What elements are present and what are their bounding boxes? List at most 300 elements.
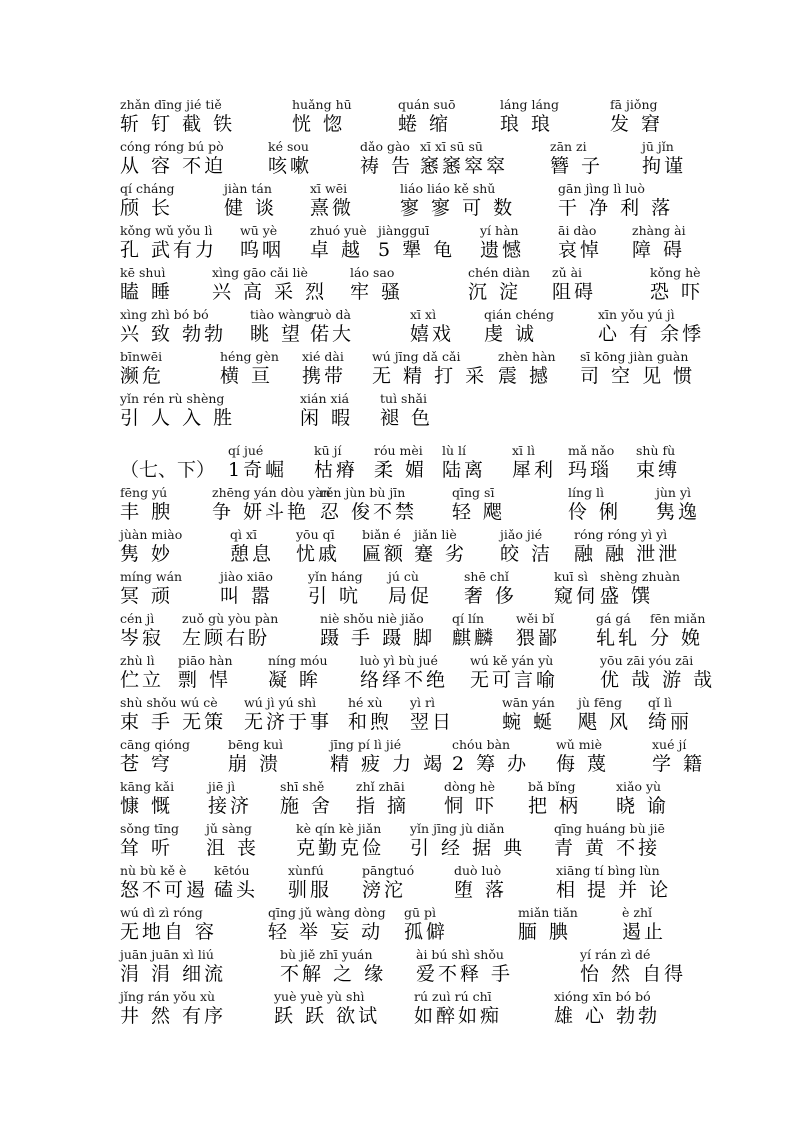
hanzi: 丰 腴 <box>120 501 174 523</box>
vocab-row <box>120 307 705 350</box>
vocab-row <box>120 737 706 780</box>
pinyin: xián xiá <box>300 391 350 406</box>
vocab-entry <box>420 140 508 178</box>
hanzi: 颀 长 <box>120 197 174 219</box>
vocab-entry <box>120 654 164 692</box>
hanzi: 遏止 <box>622 921 667 943</box>
pinyin: rú zuì rú chī <box>414 989 492 1004</box>
vocab-entry <box>622 906 666 944</box>
hanzi: 瞌 睡 <box>120 281 174 303</box>
vocab-row <box>120 864 680 906</box>
vocab-row <box>120 695 693 738</box>
vocab-entry <box>224 182 277 220</box>
vocab-entry <box>568 486 621 524</box>
pinyin: bīnwēi <box>120 349 163 364</box>
pinyin: róu mèi <box>374 443 423 458</box>
vocab-entry <box>452 612 496 650</box>
hanzi: 发 窘 <box>610 113 664 135</box>
pinyin: dǎo gào <box>360 139 410 154</box>
pinyin: níng móu <box>268 653 328 668</box>
vocab-entry <box>244 696 332 734</box>
hanzi: 涓 涓 细流 <box>120 963 227 985</box>
pinyin: wú dì zì róng <box>120 905 203 920</box>
vocab-entry <box>120 612 164 650</box>
pinyin: zuǒ gù yòu pàn <box>182 611 279 626</box>
pinyin: shù shǒu wú cè <box>120 695 218 710</box>
pinyin: qián chéng <box>484 307 554 322</box>
hanzi: 怡 然 自得 <box>580 963 687 985</box>
pinyin: è zhǐ <box>622 905 653 920</box>
pinyin: zǔ ài <box>552 265 583 280</box>
pinyin: jiàn tán <box>224 181 272 196</box>
pinyin: bēng kuì <box>228 737 284 752</box>
hanzi: 精 疲 力 竭 <box>330 753 446 775</box>
vocab-entry <box>120 570 182 608</box>
vocab-entry <box>120 140 226 178</box>
vocab-entry <box>360 654 448 692</box>
hanzi: 哀悼 <box>558 239 603 261</box>
hanzi: 蜿 蜒 <box>502 711 556 733</box>
hanzi: 接济 <box>208 795 253 817</box>
vocabulary-page <box>120 97 716 1032</box>
pinyin: chóu bàn <box>452 737 511 752</box>
vocab-entry <box>596 612 640 650</box>
vocab-entry <box>648 696 692 734</box>
hanzi: 施 舍 <box>280 795 334 817</box>
pinyin: láng láng <box>500 97 559 112</box>
vocab-row <box>120 485 701 528</box>
vocab-entry <box>568 444 614 482</box>
hanzi: 恐 吓 <box>650 281 704 303</box>
hanzi: 玛瑙 <box>568 459 613 481</box>
vocab-entry <box>288 864 332 902</box>
pinyin: jǔ sàng <box>206 821 252 836</box>
vocab-entry <box>220 570 273 608</box>
pinyin: jīng pí lì jié <box>330 737 402 752</box>
pinyin: xī wēi <box>310 181 348 196</box>
vocab-entry <box>598 308 704 346</box>
pinyin: kētóu <box>214 863 250 878</box>
vocab-entry <box>500 528 553 566</box>
vocab-entry <box>452 486 505 524</box>
pinyin: kǒng hè <box>650 265 701 280</box>
vocab-entry <box>580 948 686 986</box>
pinyin: wū yè <box>240 223 278 238</box>
pinyin: xùnfú <box>288 863 324 878</box>
vocab-entry <box>296 528 340 566</box>
hanzi: 翌日 <box>410 711 455 733</box>
pinyin: zhuó yuè <box>310 223 367 238</box>
pinyin: fēng yú <box>120 485 168 500</box>
hanzi: 卓 越 <box>310 239 364 261</box>
pinyin: jù fēng <box>578 695 622 710</box>
vocab-entry <box>600 570 680 608</box>
pinyin: niè shǒu niè jiǎo <box>320 611 424 626</box>
vocab-row <box>120 611 706 654</box>
vocab-entry <box>468 266 530 304</box>
vocab-entry <box>550 140 603 178</box>
hanzi: 伫立 <box>120 669 165 691</box>
pinyin: tuì shǎi <box>380 391 427 406</box>
pinyin: juān juān xì liú <box>120 947 214 962</box>
pinyin: qīng jǔ wàng dòng <box>268 905 386 920</box>
hanzi: 恍 惚 <box>292 113 346 135</box>
hanzi: 崩 溃 <box>228 753 282 775</box>
vocab-entry <box>616 780 669 818</box>
pinyin: bù jiě zhī yuán <box>280 947 373 962</box>
hanzi: 侮 蔑 <box>556 753 610 775</box>
pinyin: láo sao <box>350 265 395 280</box>
pinyin: qì xī <box>230 527 258 542</box>
pinyin: wú kě yán yù <box>470 653 554 668</box>
hanzi: 蹇 劣 <box>414 543 468 565</box>
pinyin: xīn yǒu yú jì <box>598 307 675 322</box>
hanzi: 伶 俐 <box>568 501 622 523</box>
pinyin: jùàn miào <box>120 527 183 542</box>
vocab-entry <box>206 822 259 860</box>
hanzi: 窸窸窣窣 <box>420 155 509 177</box>
vocab-row <box>120 98 680 140</box>
vocabulary-list <box>120 97 716 1032</box>
vocab-entry <box>554 990 660 1028</box>
vocab-entry <box>274 990 380 1028</box>
vocab-entry <box>574 528 680 566</box>
hanzi: 熹微 <box>310 197 355 219</box>
hanzi: 从 容 不迫 <box>120 155 227 177</box>
pinyin: jiào xiāo <box>220 569 273 584</box>
vocab-entry <box>360 140 413 178</box>
pinyin: jū jǐn <box>642 139 674 154</box>
hanzi: 孤僻 <box>404 921 449 943</box>
pinyin: shù fù <box>636 443 676 458</box>
vocab-entry <box>268 654 328 692</box>
hanzi: 叫 嚣 <box>220 585 274 607</box>
pinyin: qīng huáng bù jiē <box>554 821 665 836</box>
hanzi: 束 手 无策 <box>120 711 227 733</box>
vocab-row <box>120 392 680 434</box>
hanzi: 嬉戏 <box>410 323 455 345</box>
pinyin: ké sou <box>268 139 309 154</box>
hanzi: 虔 诚 <box>484 323 538 345</box>
pinyin: xìng zhì bó bó <box>120 307 209 322</box>
pinyin: qīng sī <box>452 485 495 500</box>
vocab-entry <box>320 486 417 524</box>
vocab-entry <box>120 98 235 136</box>
vocab-entry <box>498 350 556 388</box>
hanzi: 融 融 泄泄 <box>574 543 681 565</box>
pinyin: gū pì <box>404 905 437 920</box>
pinyin: yì rì <box>410 695 436 710</box>
pinyin: qí lín <box>452 611 485 626</box>
pinyin: yǐn jīng jù diǎn <box>410 821 505 836</box>
pinyin: quán suō <box>398 97 456 112</box>
hanzi: 偌大 <box>310 323 355 345</box>
pinyin: nù bù kě è <box>120 863 187 878</box>
vocab-entry <box>374 444 427 482</box>
hanzi: 指 摘 <box>356 795 410 817</box>
vocab-row <box>120 349 696 392</box>
pinyin: zhǐ zhāi <box>356 779 405 794</box>
pinyin: sǒng tīng <box>120 821 180 836</box>
pinyin: héng gèn <box>220 349 279 364</box>
vocab-entry <box>512 444 556 482</box>
vocab-entry <box>556 864 671 902</box>
hanzi: 孔 武有力 <box>120 239 218 261</box>
hanzi: 奢 侈 <box>464 585 518 607</box>
vocab-entry <box>500 98 559 136</box>
pinyin: xióng xīn bó bó <box>554 989 651 1004</box>
hanzi: 克勤克俭 <box>296 837 385 859</box>
vocab-entry <box>558 224 602 262</box>
hanzi: 磕头 <box>214 879 259 901</box>
hanzi: 枯瘠 <box>314 459 359 481</box>
hanzi: 祷 告 <box>360 155 414 177</box>
pinyin: qǐ lì <box>648 695 672 710</box>
pinyin: sī kōng jiàn guàn <box>580 349 689 364</box>
pinyin: piāo hàn <box>178 653 233 668</box>
section-label: （七、下） <box>120 459 216 481</box>
pinyin: yǐn rén rù shèng <box>120 391 225 406</box>
hanzi: 蹑 手 蹑 脚 <box>320 627 436 649</box>
hanzi: 2 筹 办 <box>452 753 530 775</box>
pinyin: rěn jùn bù jīn <box>320 485 406 500</box>
hanzi: 凝 眸 <box>268 669 322 691</box>
pinyin: zhēng yán dòu yàn <box>212 485 331 500</box>
vocab-entry <box>516 612 560 650</box>
vocab-entry <box>642 140 686 178</box>
pinyin: shī shě <box>280 779 325 794</box>
pinyin: xié dài <box>302 349 344 364</box>
vocab-entry <box>556 738 609 776</box>
vocab-entry <box>208 780 252 818</box>
vocab-row <box>120 223 686 266</box>
vocab-entry <box>120 864 208 902</box>
pinyin: kāng kǎi <box>120 779 175 794</box>
vocab-row <box>120 906 680 948</box>
hanzi: 蜷 缩 <box>398 113 452 135</box>
pinyin: āi dào <box>558 223 597 238</box>
vocab-entry <box>400 182 515 220</box>
hanzi: 如醉如痴 <box>414 1005 503 1027</box>
vocab-entry <box>414 528 467 566</box>
vocab-entry <box>410 308 454 346</box>
vocab-entry <box>120 308 226 346</box>
hanzi: 青 黄 不接 <box>554 837 661 859</box>
vocab-entry <box>528 780 581 818</box>
vocab-entry <box>120 266 173 304</box>
vocab-entry <box>656 486 700 524</box>
hanzi: 轻 举 妄 动 <box>268 921 384 943</box>
hanzi: 分 娩 <box>650 627 704 649</box>
vocab-row <box>120 780 680 822</box>
hanzi: 堕 落 <box>454 879 508 901</box>
pinyin: qí jué <box>228 443 264 458</box>
vocab-entry <box>320 612 435 650</box>
hanzi: 斩 钉 截 铁 <box>120 113 236 135</box>
vocab-entry <box>212 266 327 304</box>
pinyin: biǎn é <box>362 527 401 542</box>
hanzi: 寥 寥 可 数 <box>400 197 516 219</box>
hanzi: 皎 洁 <box>500 543 554 565</box>
vocab-entry <box>280 948 386 986</box>
hanzi: 陆离 <box>442 459 487 481</box>
pinyin: kuī sì <box>554 569 589 584</box>
vocab-entry <box>350 266 403 304</box>
hanzi: 不解 之 缘 <box>280 963 387 985</box>
pinyin: wú jì yú shì <box>244 695 317 710</box>
hanzi: 恫 吓 <box>444 795 498 817</box>
hanzi: 沉 淀 <box>468 281 522 303</box>
pinyin: xī xì <box>410 307 437 322</box>
vocab-row <box>120 822 680 864</box>
pinyin: cóng róng bú pò <box>120 139 224 154</box>
hanzi: 轻 飔 <box>452 501 506 523</box>
vocab-entry <box>632 224 686 262</box>
hanzi: 无济于事 <box>244 711 333 733</box>
hanzi: 引 吭 <box>308 585 362 607</box>
pinyin: jú cù <box>388 569 419 584</box>
vocab-entry <box>518 906 578 944</box>
hanzi: 爱不释 手 <box>416 963 514 985</box>
hanzi: 窥伺 <box>554 585 599 607</box>
vocab-entry <box>120 948 226 986</box>
hanzi: 遗憾 <box>480 239 525 261</box>
pinyin: bǎ bǐng <box>528 779 576 794</box>
pinyin: tiào wàng <box>250 307 313 322</box>
vocab-entry <box>120 738 190 776</box>
vocab-row <box>120 990 680 1032</box>
pinyin: mǎ nǎo <box>568 443 615 458</box>
vocab-entry <box>650 612 705 650</box>
vocab-entry <box>554 822 665 860</box>
pinyin: huǎng hū <box>292 97 352 112</box>
pinyin: hé xù <box>348 695 383 710</box>
hanzi: 憩息 <box>230 543 275 565</box>
hanzi: 司 空 见 惯 <box>580 365 696 387</box>
hanzi: 绮丽 <box>648 711 693 733</box>
vocab-entry <box>120 182 175 220</box>
hanzi: 争 妍斗艳 <box>212 501 310 523</box>
hanzi: 眺 望 <box>250 323 304 345</box>
pinyin: róng róng yì yì <box>574 527 668 542</box>
vocab-entry <box>268 140 312 178</box>
vocab-entry <box>310 308 354 346</box>
hanzi: 阻碍 <box>552 281 597 303</box>
vocab-entry <box>502 696 555 734</box>
hanzi: 兴 致 勃勃 <box>120 323 227 345</box>
hanzi: 晓 谕 <box>616 795 670 817</box>
vocab-entry <box>636 444 680 482</box>
vocab-entry <box>464 570 517 608</box>
pinyin: xiāng tí bìng lùn <box>556 863 660 878</box>
vocab-entry <box>120 906 217 944</box>
pinyin: miǎn tiǎn <box>518 905 578 920</box>
pinyin: xué jí <box>652 737 687 752</box>
vocab-entry <box>120 392 235 430</box>
hanzi: 牢 骚 <box>350 281 404 303</box>
hanzi: 障 碍 <box>632 239 686 261</box>
hanzi: 滂沱 <box>362 879 407 901</box>
vocab-row <box>120 444 680 486</box>
hanzi: 隽 妙 <box>120 543 174 565</box>
pinyin: míng wán <box>120 569 183 584</box>
hanzi: 簪 子 <box>550 155 604 177</box>
vocab-row <box>120 182 680 224</box>
hanzi: 隽逸 <box>656 501 701 523</box>
hanzi: 犀利 <box>512 459 557 481</box>
vocab-entry <box>454 864 507 902</box>
vocab-entry <box>600 654 715 692</box>
pinyin: xī lì <box>512 443 536 458</box>
pinyin: zhù lì <box>120 653 155 668</box>
vocab-entry <box>554 570 598 608</box>
pinyin: kè qín kè jiǎn <box>296 821 382 836</box>
vocab-entry <box>362 864 414 902</box>
vocab-entry <box>280 780 333 818</box>
vocab-entry <box>442 444 486 482</box>
vocab-entry <box>240 224 284 262</box>
hanzi: 把 柄 <box>528 795 582 817</box>
vocab-entry <box>212 486 331 524</box>
vocab-entry <box>578 696 631 734</box>
vocab-entry <box>356 780 409 818</box>
pinyin: ruò dà <box>310 307 351 322</box>
pinyin: gá gá <box>596 611 631 626</box>
hanzi: 5 犟 龟 <box>378 239 456 261</box>
vocab-entry <box>416 948 513 986</box>
hanzi: 干 净 利 落 <box>558 197 674 219</box>
pinyin: chén diàn <box>468 265 530 280</box>
vocab-entry <box>404 906 448 944</box>
pinyin: shèng zhuàn <box>600 569 681 584</box>
vocab-entry <box>182 612 278 650</box>
vocab-entry <box>120 224 217 262</box>
hanzi: 学 籍 <box>652 753 706 775</box>
hanzi: 濒危 <box>120 365 165 387</box>
pinyin: yí hàn <box>480 223 519 238</box>
pinyin: wǔ miè <box>556 737 602 752</box>
vocab-entry <box>378 224 455 262</box>
pinyin: zān zi <box>550 139 587 154</box>
pinyin: jiǎo jié <box>500 527 543 542</box>
hanzi: 剽 悍 <box>178 669 232 691</box>
pinyin: liáo liáo kě shǔ <box>400 181 496 196</box>
vocab-entry <box>444 780 497 818</box>
hanzi: 横 亘 <box>220 365 274 387</box>
pinyin: dòng hè <box>444 779 496 794</box>
hanzi: 无可言喻 <box>470 669 559 691</box>
vocab-entry <box>120 528 182 566</box>
hanzi: 呜咽 <box>240 239 285 261</box>
vocab-row <box>120 139 687 182</box>
hanzi: 苍 穹 <box>120 753 174 775</box>
pinyin: yí rán zì dé <box>580 947 651 962</box>
pinyin: xī xī sū sū <box>420 139 483 154</box>
hanzi: 左顾右盼 <box>182 627 271 649</box>
vocab-row <box>120 653 716 696</box>
vocab-entry <box>120 780 174 818</box>
hanzi: 岑寂 <box>120 627 165 649</box>
vocab-entry <box>228 738 283 776</box>
pinyin: xìng gāo cǎi liè <box>212 265 308 280</box>
vocab-entry <box>310 182 354 220</box>
hanzi: 忧戚 <box>296 543 341 565</box>
vocab-entry <box>308 570 363 608</box>
pinyin: yōu qī <box>296 527 335 542</box>
hanzi: 柔 媚 <box>374 459 428 481</box>
pinyin: wěi bǐ <box>516 611 555 626</box>
hanzi: 耸 听 <box>120 837 174 859</box>
